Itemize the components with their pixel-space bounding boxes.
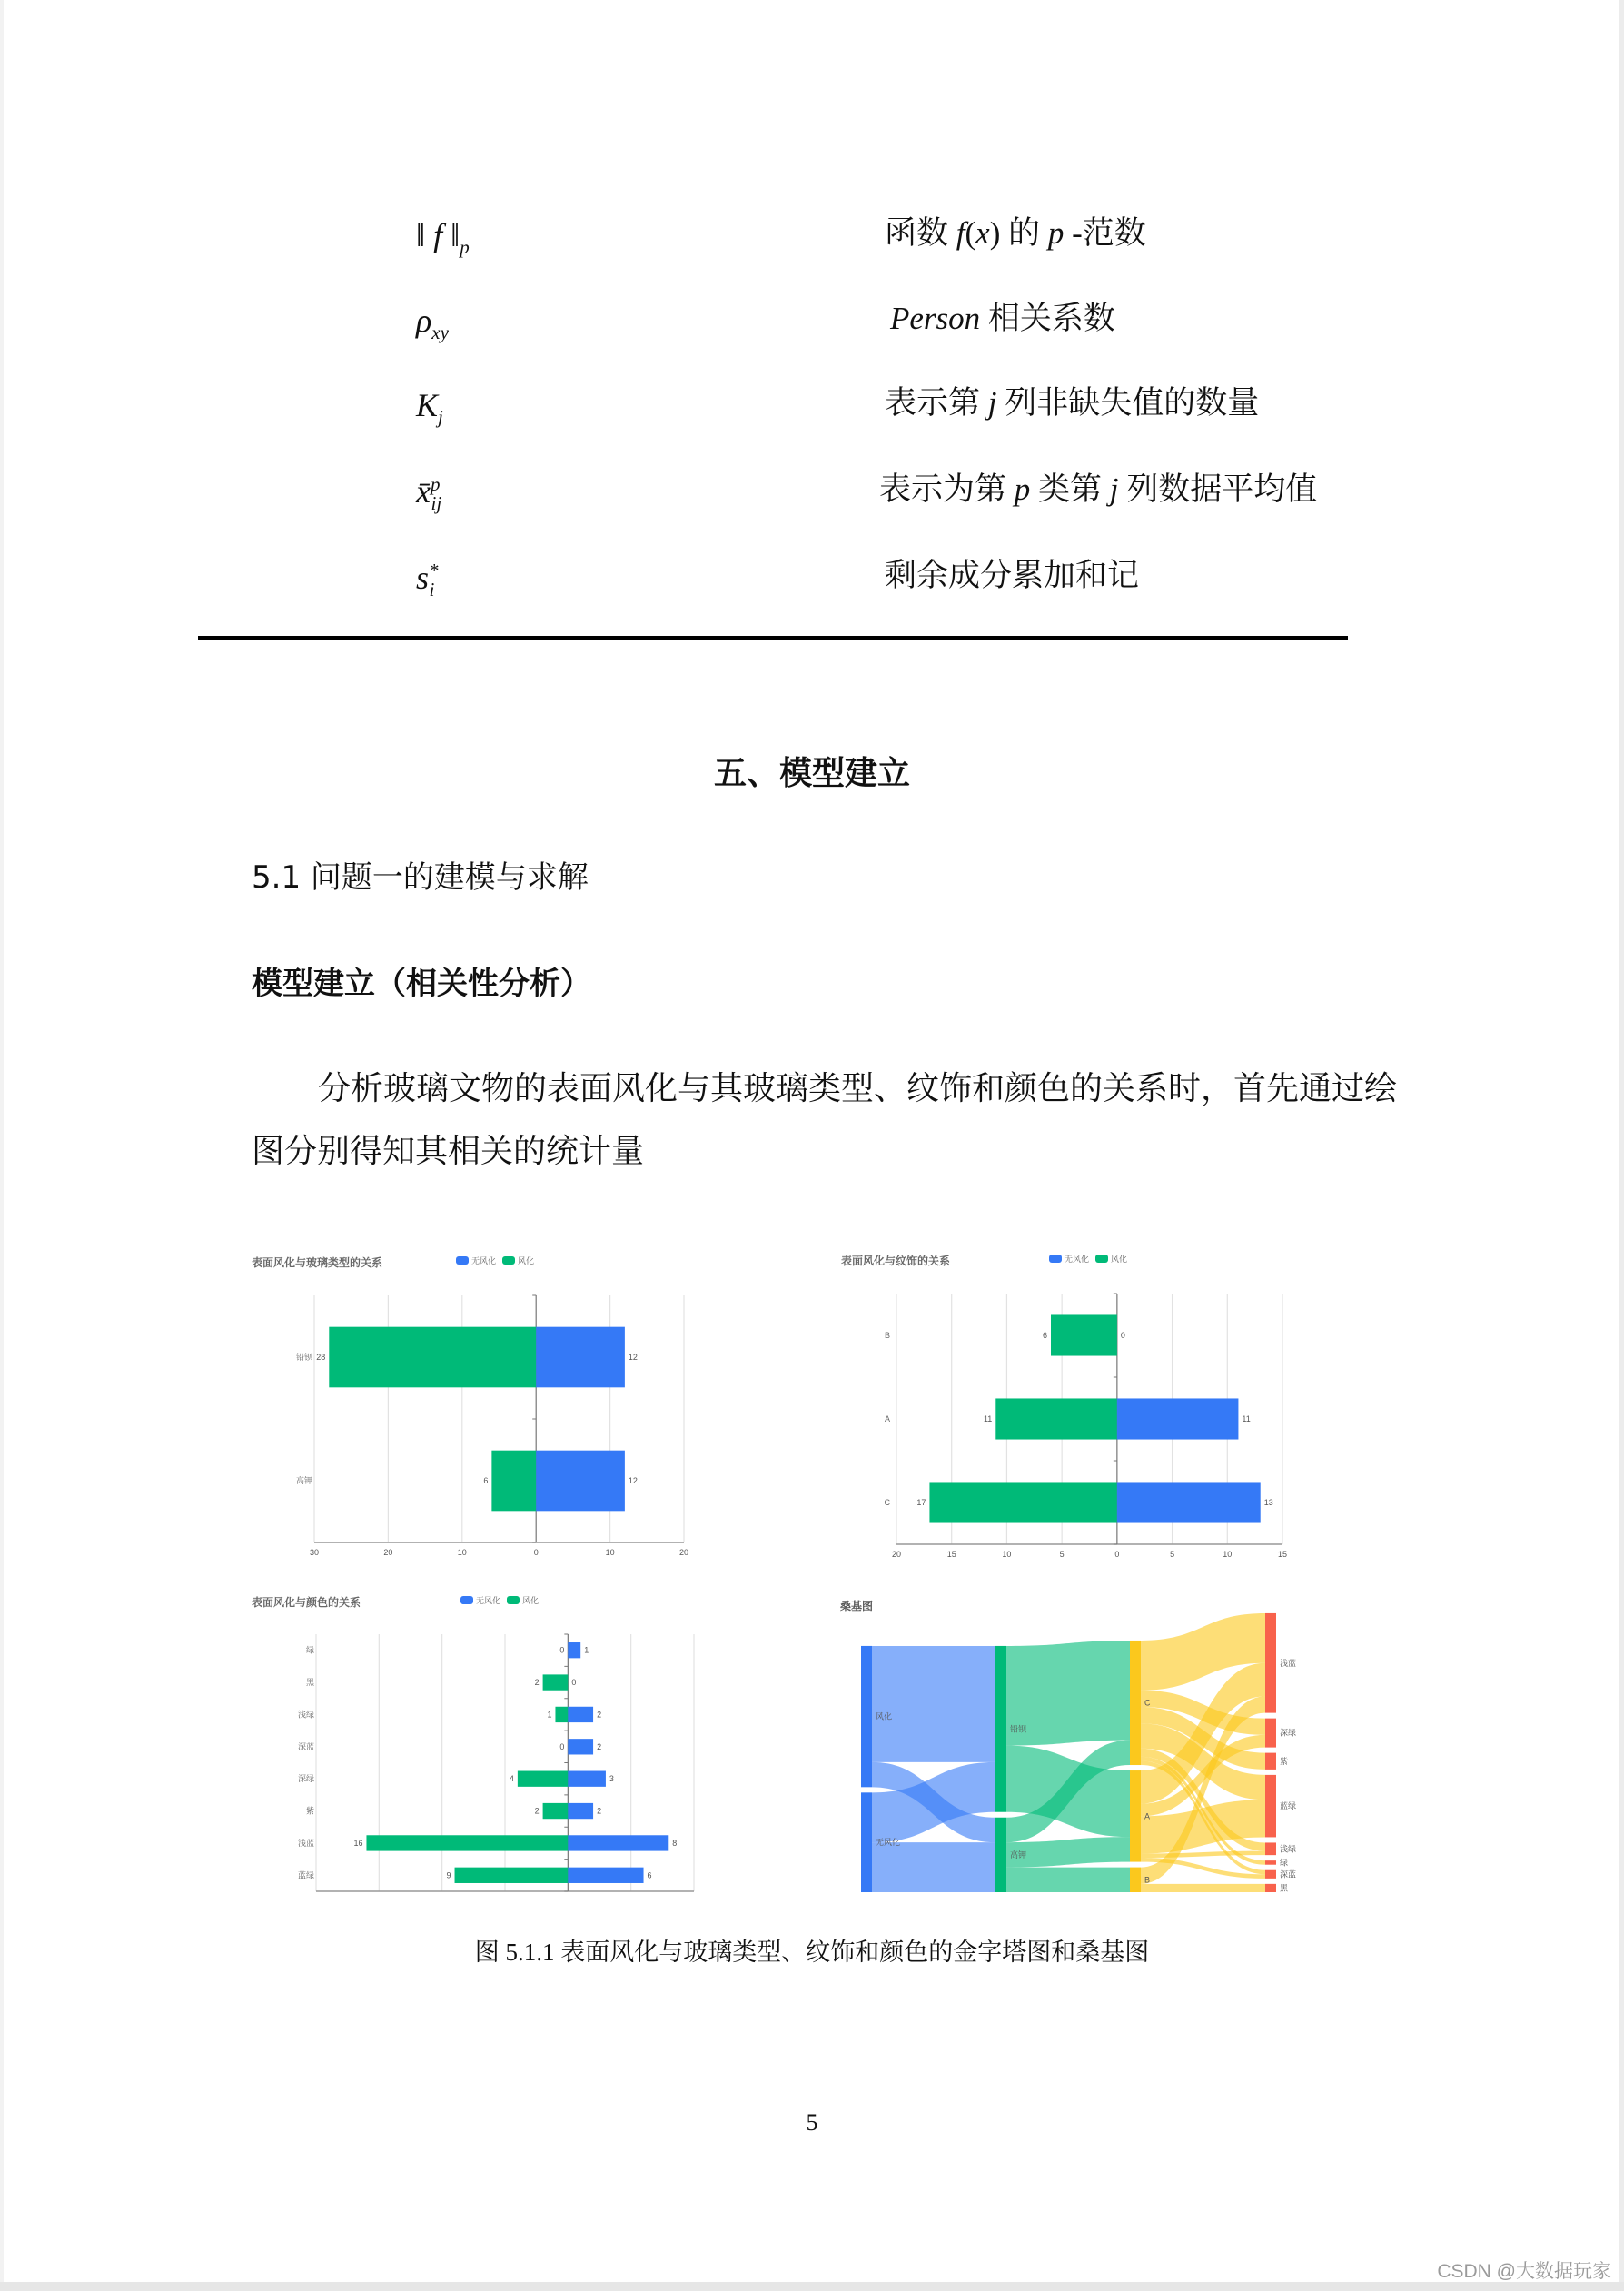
symbol-superscript: *: [429, 560, 439, 581]
data-label-unweathered: 13: [1263, 1498, 1273, 1507]
bar-weathered: [995, 1398, 1117, 1439]
subsection-title: 5.1 问题一的建模与求解: [252, 859, 589, 896]
description-segment: j: [1109, 471, 1119, 507]
sankey-link: [872, 1842, 995, 1892]
bar-weathered: [366, 1835, 568, 1850]
sankey-node: [861, 1646, 872, 1787]
bar-weathered: [329, 1327, 536, 1388]
legend-label: 风化: [518, 1256, 535, 1265]
legend-label: 无风化: [476, 1596, 501, 1605]
sankey-node-label: 深蓝: [1280, 1869, 1297, 1879]
x-tick-label: 20: [678, 1548, 689, 1557]
sankey-node-label: 深绿: [1280, 1728, 1297, 1738]
symbol-subscript: j: [438, 406, 443, 429]
data-label-weathered: 9: [446, 1870, 451, 1880]
description-segment: p: [1047, 215, 1065, 251]
data-label-unweathered: 2: [597, 1710, 602, 1720]
sankey-node: [861, 1792, 872, 1892]
paragraph-line-2: 图分别得知其相关的统计量: [252, 1133, 645, 1169]
x-tick-label: 0: [1114, 1550, 1120, 1559]
sankey-node: [1265, 1719, 1276, 1748]
sankey-node-label: 绿: [1280, 1858, 1289, 1868]
category-label: 铅钡: [295, 1353, 312, 1362]
bar-unweathered: [568, 1868, 643, 1883]
category-label: 绿: [305, 1645, 314, 1655]
symbol-base: ρ: [416, 302, 432, 339]
description-segment: 列数据平均值: [1118, 471, 1318, 507]
data-label-weathered: 2: [534, 1806, 540, 1816]
data-label-unweathered: 8: [672, 1838, 678, 1848]
sankey-node: [1265, 1775, 1276, 1838]
x-tick-label: 10: [1002, 1550, 1012, 1559]
bar-weathered: [491, 1451, 536, 1512]
category-label: C: [884, 1498, 890, 1507]
x-tick-label: 10: [1223, 1550, 1233, 1559]
sankey-node: [1265, 1884, 1276, 1892]
x-tick-label: 5: [1059, 1550, 1065, 1559]
data-label-weathered: 6: [483, 1476, 489, 1485]
data-label-weathered: 6: [1042, 1331, 1047, 1340]
symbol-subscript: ij: [431, 492, 442, 515]
legend-label: 无风化: [1065, 1255, 1090, 1264]
description-segment: 列非缺失值的数量: [996, 385, 1260, 421]
bar-weathered: [543, 1803, 569, 1819]
category-label: 深蓝: [297, 1741, 314, 1751]
sankey-node: [1130, 1641, 1141, 1765]
bar-weathered: [929, 1482, 1116, 1522]
data-label-weathered: 17: [916, 1498, 926, 1507]
paragraph-line-1: 分析玻璃文物的表面风化与其玻璃类型、纹饰和颜色的关系时，首先通过绘: [318, 1070, 1398, 1106]
sankey-node-label: C: [1144, 1698, 1151, 1708]
sankey-node: [1265, 1870, 1276, 1879]
bar-unweathered: [1117, 1398, 1239, 1439]
data-label-weathered: 1: [547, 1710, 552, 1720]
bar-weathered: [518, 1771, 568, 1787]
category-label: A: [884, 1414, 890, 1423]
sankey-node: [1265, 1860, 1276, 1865]
section-title: 五、模型建立: [713, 755, 910, 792]
sankey-node: [995, 1818, 1006, 1892]
sankey-node-label: 风化: [876, 1711, 893, 1721]
x-tick-label: 5: [1170, 1550, 1175, 1559]
x-tick-label: 20: [891, 1550, 902, 1559]
bar-weathered: [455, 1868, 569, 1883]
legend-swatch: [460, 1596, 473, 1604]
data-label-unweathered: 2: [597, 1806, 602, 1816]
sub-subsection-title: 模型建立（相关性分析）: [252, 966, 591, 1002]
description-segment: x: [975, 215, 990, 251]
bar-unweathered: [568, 1803, 593, 1819]
x-tick-label: 15: [946, 1550, 956, 1559]
sankey-node-label: 无风化: [876, 1838, 901, 1848]
symbol-superscript: p: [430, 473, 441, 495]
sankey-node-label: 浅蓝: [1280, 1658, 1297, 1668]
category-label: 紫: [305, 1806, 314, 1816]
description-segment: 表示第: [885, 385, 988, 421]
sankey-node: [1265, 1842, 1276, 1855]
sankey-node-label: 黑: [1280, 1883, 1289, 1893]
symbol-subscript: xy: [431, 322, 449, 344]
description-segment: -范数: [1064, 215, 1146, 251]
legend-swatch: [1095, 1255, 1108, 1263]
bar-unweathered: [568, 1739, 593, 1754]
chart-title: 表面风化与颜色的关系: [252, 1596, 361, 1609]
bar-unweathered: [536, 1327, 625, 1388]
bar-unweathered: [568, 1835, 668, 1850]
description-segment: 表示为第: [879, 471, 1015, 507]
bar-unweathered: [568, 1707, 593, 1722]
description-segment: p: [1014, 471, 1031, 507]
sankey-node-label: A: [1144, 1811, 1151, 1821]
symbol-subscript: p: [460, 236, 470, 259]
sankey-link: [1006, 1868, 1130, 1892]
symbol-base: ‖ f ‖: [416, 217, 460, 253]
data-label-unweathered: 12: [628, 1353, 638, 1362]
legend-swatch: [507, 1596, 520, 1604]
symbol-base: K: [416, 387, 439, 423]
sankey-node-label: 高钾: [1010, 1850, 1027, 1860]
page-number: 5: [806, 2109, 818, 2136]
data-label-weathered: 0: [559, 1645, 565, 1655]
data-label-unweathered: 0: [1120, 1331, 1125, 1340]
bar-weathered: [555, 1707, 568, 1722]
category-label: 高钾: [295, 1476, 312, 1485]
watermark: CSDN @大数据玩家: [1437, 2261, 1611, 2282]
legend-swatch: [1049, 1255, 1062, 1263]
data-label-unweathered: 0: [571, 1678, 577, 1688]
category-label: B: [884, 1331, 890, 1340]
data-label-unweathered: 2: [597, 1741, 602, 1751]
data-label-weathered: 0: [559, 1741, 565, 1751]
description-segment: Person: [890, 301, 981, 336]
x-tick-label: 30: [309, 1548, 320, 1557]
sankey-node: [995, 1646, 1006, 1812]
data-label-unweathered: 12: [628, 1476, 638, 1485]
bar-unweathered: [568, 1642, 580, 1658]
legend-label: 风化: [1111, 1255, 1128, 1264]
category-label: 浅蓝: [297, 1838, 314, 1848]
x-tick-label: 10: [605, 1548, 615, 1557]
x-tick-label: 20: [383, 1548, 393, 1557]
sankey-node: [1130, 1868, 1141, 1892]
legend-swatch: [456, 1256, 469, 1265]
sankey-node-label: B: [1144, 1875, 1151, 1885]
x-tick-label: 10: [457, 1548, 467, 1557]
description-segment: 相关系数: [980, 301, 1115, 336]
bar-weathered: [543, 1674, 569, 1690]
sankey-node: [1265, 1753, 1276, 1770]
chart-title: 桑基图: [840, 1600, 874, 1612]
data-label-weathered: 11: [983, 1414, 993, 1423]
data-label-weathered: 28: [316, 1353, 326, 1362]
sankey-node: [1130, 1770, 1141, 1862]
data-label-unweathered: 1: [584, 1645, 589, 1655]
sankey-node-label: 紫: [1280, 1756, 1289, 1766]
legend-label: 无风化: [471, 1256, 497, 1265]
description-segment: 类第: [1030, 471, 1110, 507]
description-segment: f: [956, 215, 965, 251]
category-label: 黑: [305, 1678, 314, 1688]
category-label: 深绿: [297, 1774, 314, 1784]
data-label-weathered: 2: [534, 1678, 540, 1688]
bar-unweathered: [568, 1771, 606, 1787]
sankey-link: [872, 1646, 995, 1762]
bar-unweathered: [536, 1451, 625, 1512]
chart-title: 表面风化与纹饰的关系: [841, 1255, 951, 1267]
legend-swatch: [502, 1256, 515, 1265]
legend-label: 风化: [522, 1596, 540, 1605]
description-segment: 剩余成分累加和记: [885, 558, 1140, 593]
symbol-subscript: i: [429, 579, 435, 601]
x-tick-label: 15: [1277, 1550, 1288, 1559]
data-label-unweathered: 11: [1242, 1414, 1251, 1423]
figure-caption: 图 5.1.1 表面风化与玻璃类型、纹饰和颜色的金字塔图和桑基图: [474, 1939, 1150, 1966]
chart-title: 表面风化与玻璃类型的关系: [252, 1256, 383, 1269]
description-segment: j: [987, 385, 997, 421]
sankey-node-label: 浅绿: [1280, 1844, 1297, 1854]
sankey-link: [1141, 1884, 1265, 1892]
data-label-unweathered: 3: [609, 1774, 614, 1784]
description-segment: 函数: [885, 215, 956, 251]
description-segment: ) 的: [989, 215, 1048, 251]
sankey-node: [1265, 1613, 1276, 1713]
symbol-base: s: [416, 560, 430, 596]
bar-weathered: [1051, 1314, 1117, 1355]
description-segment: (: [965, 215, 976, 251]
data-label-unweathered: 6: [647, 1870, 652, 1880]
symbol-base: x̄: [416, 473, 431, 510]
data-label-weathered: 4: [509, 1774, 514, 1784]
sankey-node-label: 铅钡: [1010, 1724, 1027, 1734]
sankey-node-label: 蓝绿: [1280, 1801, 1297, 1811]
category-label: 蓝绿: [297, 1870, 314, 1880]
bar-unweathered: [1117, 1482, 1261, 1522]
x-tick-label: 0: [533, 1548, 539, 1557]
category-label: 浅绿: [297, 1710, 314, 1720]
data-label-weathered: 16: [353, 1838, 363, 1848]
